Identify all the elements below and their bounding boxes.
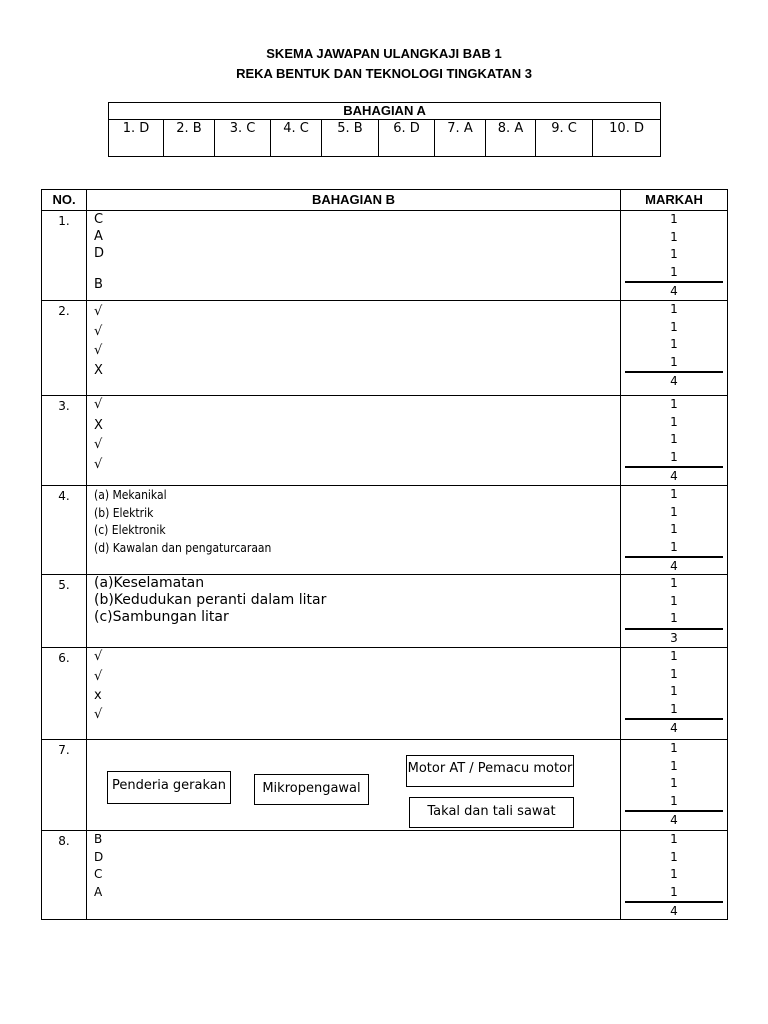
answer-line: X bbox=[94, 362, 103, 378]
mark-total: 4 bbox=[625, 466, 723, 484]
answer-line: D bbox=[94, 246, 105, 261]
mark-value: 1 bbox=[670, 666, 678, 681]
mark-total: 4 bbox=[625, 556, 723, 574]
answer-cell bbox=[87, 648, 621, 740]
mark-value: 1 bbox=[670, 337, 678, 351]
mark-value: 1 bbox=[670, 432, 678, 446]
answer-line: √ bbox=[94, 304, 103, 319]
bahagian-a-answer: 5. B bbox=[322, 120, 379, 157]
table-row bbox=[42, 486, 728, 575]
mark-value: 1 bbox=[670, 684, 678, 698]
answer-line: x bbox=[94, 688, 102, 703]
question-number: 2. bbox=[42, 301, 87, 396]
bahagian-b-table bbox=[41, 189, 728, 920]
bahagian-a-answer: 8. A bbox=[486, 120, 536, 157]
mark-total: 4 bbox=[625, 718, 723, 736]
mark-value: 1 bbox=[670, 849, 678, 864]
bahagian-a-answer: 1. D bbox=[109, 120, 164, 157]
answer-line: C bbox=[94, 212, 104, 227]
question-number: 1. bbox=[42, 211, 87, 301]
answer-line: C bbox=[94, 867, 103, 881]
table-row bbox=[42, 396, 728, 486]
mark-value: 1 bbox=[670, 611, 678, 625]
bahagian-a-heading: BAHAGIAN A bbox=[109, 103, 661, 120]
answer-line: B bbox=[94, 832, 103, 846]
question-number: 4. bbox=[42, 486, 87, 575]
column-header-markah: MARKAH bbox=[621, 190, 728, 211]
mark-value: 1 bbox=[670, 449, 678, 464]
mark-total: 4 bbox=[625, 810, 723, 828]
mark-total: 3 bbox=[625, 628, 723, 646]
mark-value: 1 bbox=[670, 487, 678, 501]
mark-value: 1 bbox=[670, 593, 678, 608]
table-row bbox=[42, 831, 728, 920]
question-number: 8. bbox=[42, 831, 87, 920]
mark-value: 1 bbox=[670, 354, 678, 369]
mark-value: 1 bbox=[670, 741, 678, 755]
bahagian-a-answer: 9. C bbox=[536, 120, 593, 157]
answer-line: (c) Elektronik bbox=[94, 523, 166, 537]
mark-value: 1 bbox=[670, 247, 678, 261]
mark-value: 1 bbox=[670, 884, 678, 899]
table-row bbox=[42, 575, 728, 648]
answer-line: B bbox=[94, 277, 103, 292]
question-number: 7. bbox=[42, 740, 87, 831]
answer-line: A bbox=[94, 884, 103, 899]
answer-line: A bbox=[94, 229, 103, 244]
answer-line: √ bbox=[94, 437, 103, 452]
box-penderia-gerakan: Penderia gerakan bbox=[107, 771, 231, 804]
answer-cell bbox=[87, 575, 621, 648]
bahagian-a-answer: 3. C bbox=[215, 120, 271, 157]
question-number: 5. bbox=[42, 575, 87, 648]
answer-cell bbox=[87, 831, 621, 920]
box-takal-tali-sawat: Takal dan tali sawat bbox=[409, 797, 574, 828]
mark-value: 1 bbox=[670, 504, 678, 519]
mark-value: 1 bbox=[670, 793, 678, 808]
mark-value: 1 bbox=[670, 302, 678, 316]
answer-line: √ bbox=[94, 707, 103, 722]
answer-line: √ bbox=[94, 649, 103, 664]
table-row bbox=[42, 211, 728, 301]
answer-line: (b) Elektrik bbox=[94, 505, 154, 520]
mark-value: 1 bbox=[670, 414, 678, 429]
bahagian-a-answer: 6. D bbox=[379, 120, 435, 157]
mark-value: 1 bbox=[670, 264, 678, 279]
answer-line: √ bbox=[94, 456, 103, 472]
answer-line: √ bbox=[94, 323, 103, 339]
answer-line: (a)Keselamatan bbox=[94, 575, 205, 591]
answer-line: (c)Sambungan litar bbox=[94, 609, 229, 625]
answer-line: X bbox=[94, 417, 103, 433]
answer-line: (d) Kawalan dan pengaturcaraan bbox=[94, 540, 272, 555]
mark-value: 1 bbox=[670, 229, 678, 244]
answer-line: √ bbox=[94, 397, 103, 412]
marks-cell bbox=[621, 648, 728, 740]
bahagian-a-answer: 7. A bbox=[435, 120, 486, 157]
mark-value: 1 bbox=[670, 539, 678, 554]
answer-line: D bbox=[94, 849, 104, 864]
answer-cell bbox=[87, 486, 621, 575]
marks-cell bbox=[621, 486, 728, 575]
mark-value: 1 bbox=[670, 319, 678, 334]
answer-cell bbox=[87, 396, 621, 486]
mark-value: 1 bbox=[670, 758, 678, 773]
mark-value: 1 bbox=[670, 649, 678, 663]
box-motor-at: Motor AT / Pemacu motor bbox=[406, 755, 574, 787]
column-header-bahagian-b: BAHAGIAN B bbox=[87, 190, 621, 211]
answer-cell bbox=[87, 211, 621, 301]
mark-value: 1 bbox=[670, 776, 678, 790]
bahagian-a-table bbox=[108, 102, 661, 157]
document-subtitle: REKA BENTUK DAN TEKNOLOGI TINGKATAN 3 bbox=[236, 66, 532, 81]
marks-cell bbox=[621, 211, 728, 301]
bahagian-a-answer: 2. B bbox=[164, 120, 215, 157]
marks-cell bbox=[621, 396, 728, 486]
mark-value: 1 bbox=[670, 576, 678, 590]
mark-value: 1 bbox=[670, 832, 678, 846]
mark-value: 1 bbox=[670, 212, 678, 226]
mark-value: 1 bbox=[670, 397, 678, 411]
marks-cell bbox=[621, 575, 728, 648]
mark-total: 4 bbox=[625, 371, 723, 389]
table-row bbox=[42, 648, 728, 740]
column-header-no: NO. bbox=[42, 190, 87, 211]
answer-line: √ bbox=[94, 669, 103, 684]
box-mikropengawal: Mikropengawal bbox=[254, 774, 369, 805]
answer-cell bbox=[87, 301, 621, 396]
marks-cell bbox=[621, 301, 728, 396]
answer-line: √ bbox=[94, 343, 103, 358]
table-row bbox=[42, 301, 728, 396]
mark-value: 1 bbox=[670, 867, 678, 881]
bahagian-a-answer: 4. C bbox=[271, 120, 322, 157]
marks-cell bbox=[621, 831, 728, 920]
question-number: 6. bbox=[42, 648, 87, 740]
marks-cell bbox=[621, 740, 728, 831]
mark-value: 1 bbox=[670, 701, 678, 716]
answer-line: (b)Kedudukan peranti dalam litar bbox=[94, 592, 327, 608]
mark-total: 4 bbox=[625, 901, 723, 919]
bahagian-a-answer: 10. D bbox=[593, 120, 661, 157]
mark-total: 4 bbox=[625, 281, 723, 299]
question-number: 3. bbox=[42, 396, 87, 486]
answer-line: (a) Mekanikal bbox=[94, 488, 167, 502]
answer-line bbox=[94, 262, 620, 276]
document-title: SKEMA JAWAPAN ULANGKAJI BAB 1 bbox=[266, 46, 502, 61]
mark-value: 1 bbox=[670, 522, 678, 536]
